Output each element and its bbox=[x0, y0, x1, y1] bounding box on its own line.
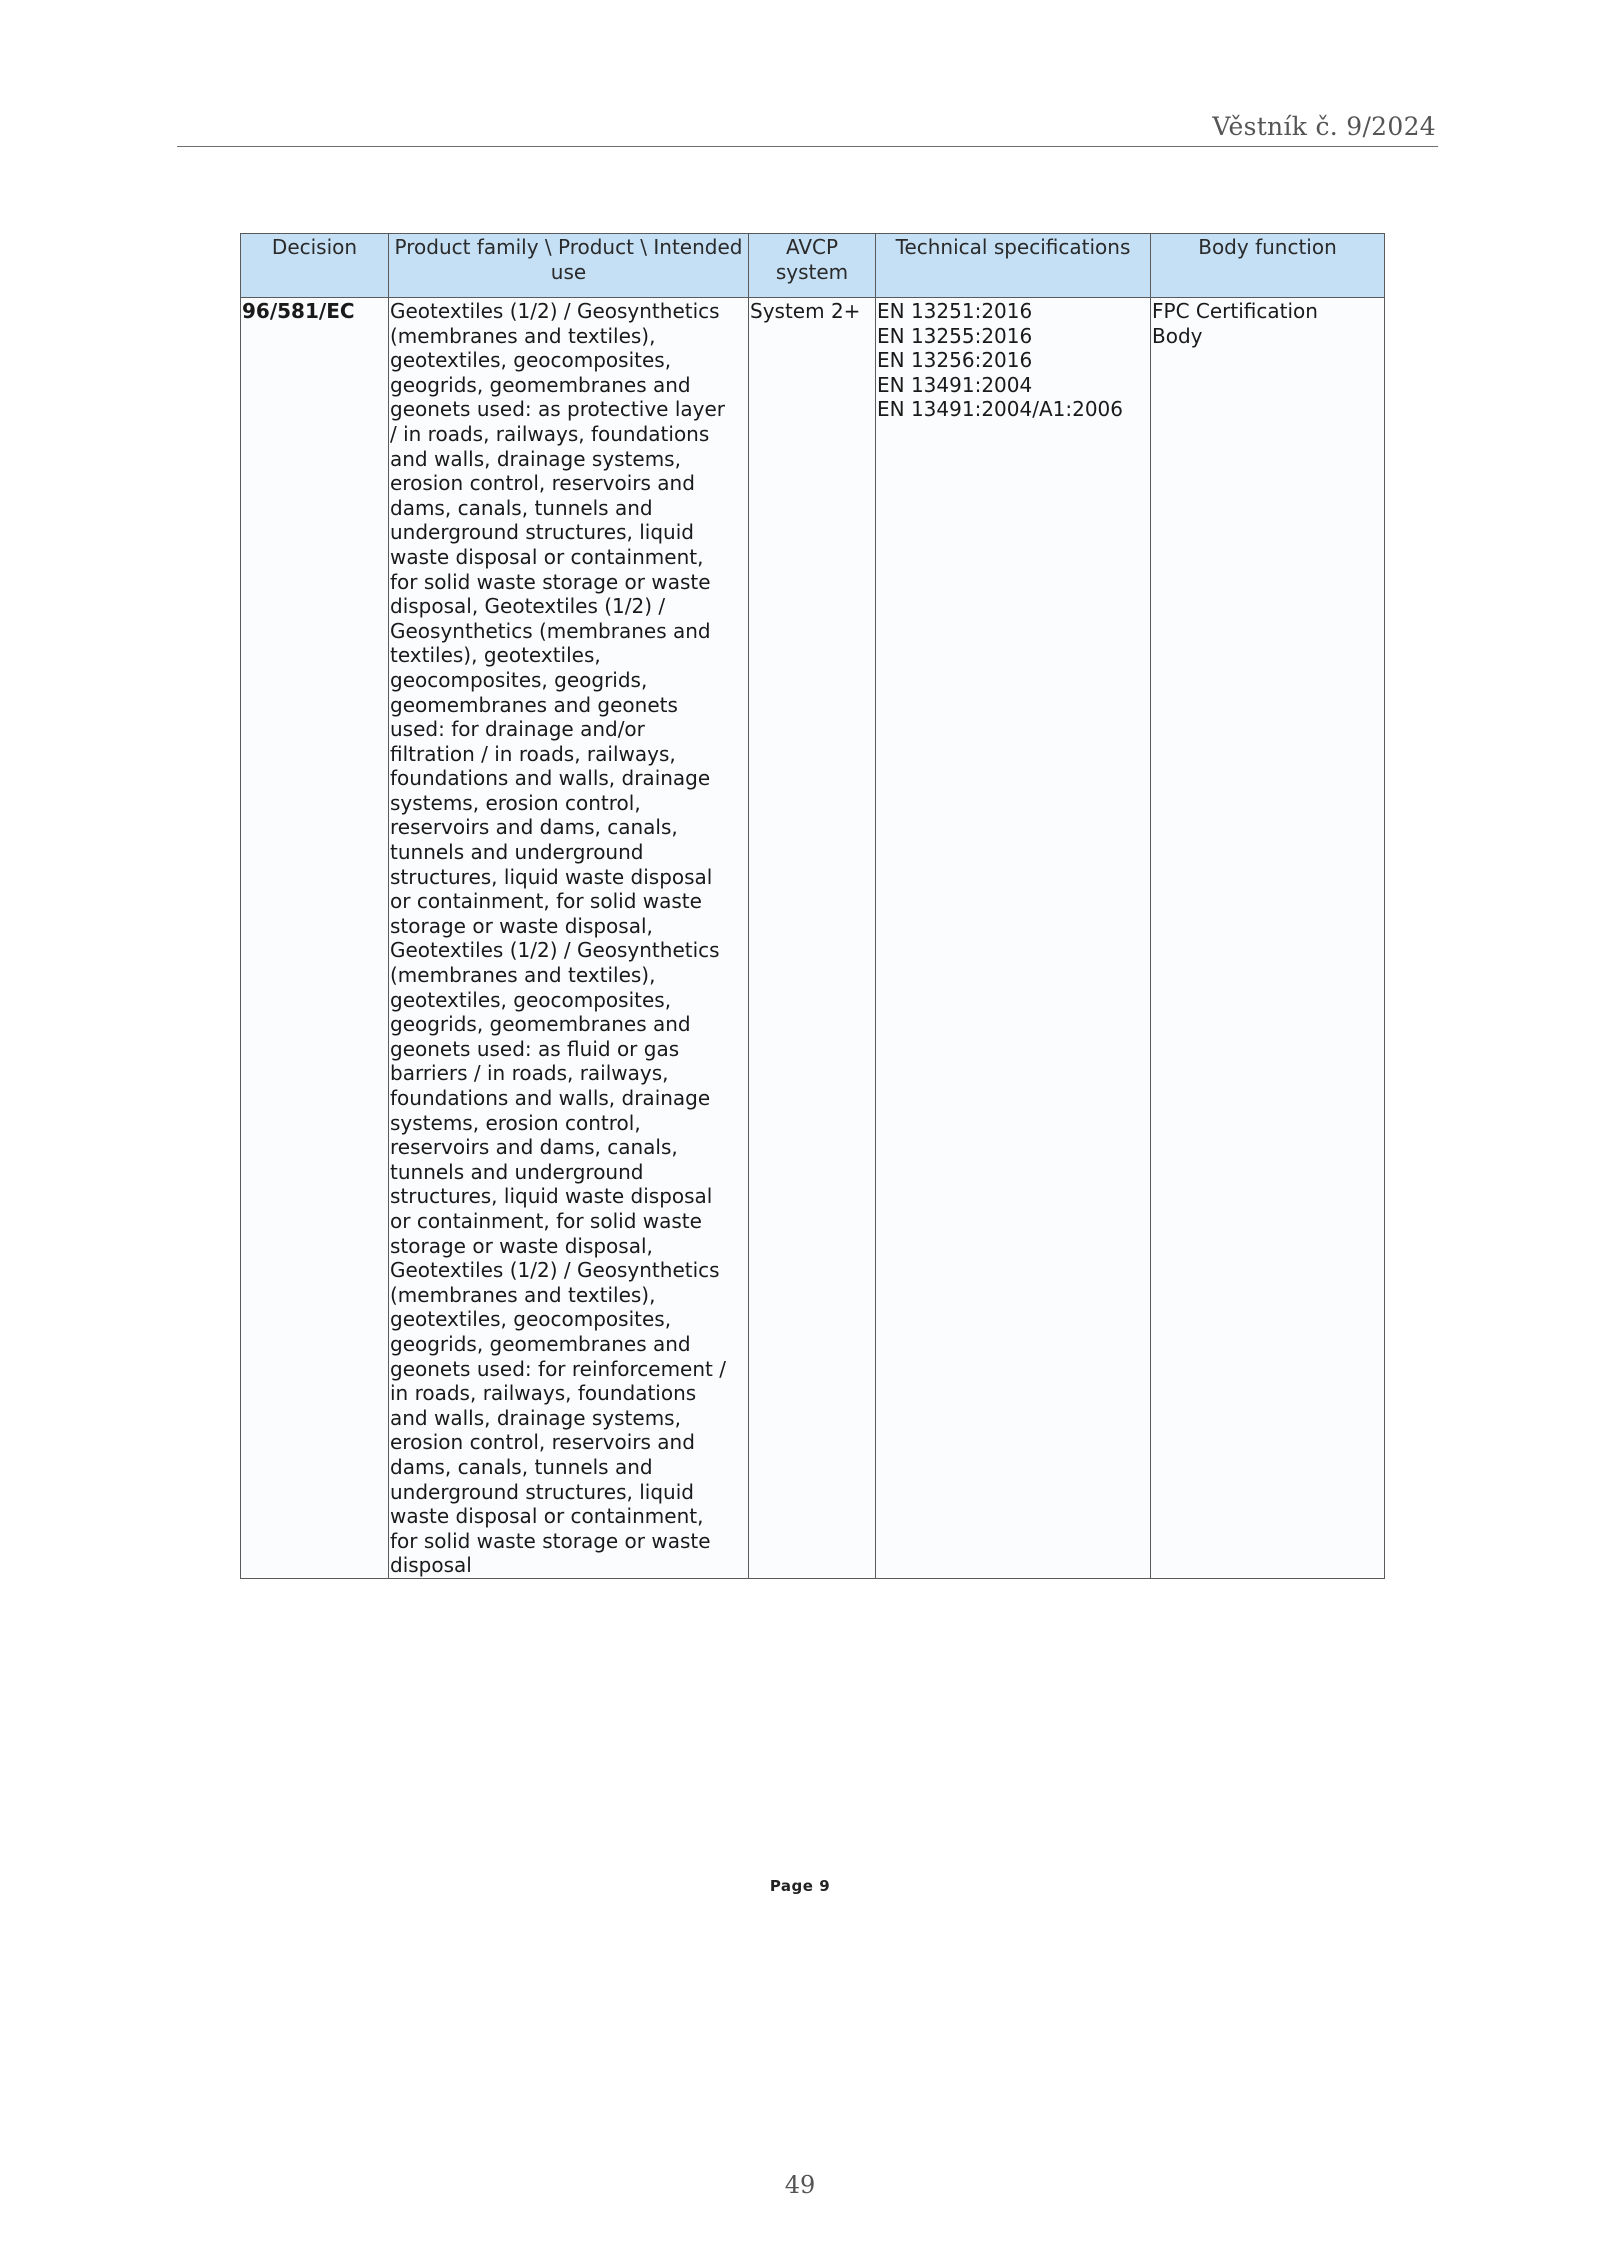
column-header-specifications: Technical specifications bbox=[876, 234, 1151, 298]
running-header-title: Věstník č. 9/2024 bbox=[1212, 112, 1436, 141]
table-header-row bbox=[241, 234, 1385, 298]
decision-cell: 96/581/EC bbox=[241, 298, 389, 1579]
header-divider bbox=[177, 146, 1438, 147]
specifications-cell: EN 13251:2016 EN 13255:2016 EN 13256:2016 EN 13491:2004 EN 13491:2004/A1:2006 bbox=[876, 298, 1151, 1579]
column-header-avcp: AVCP system bbox=[749, 234, 876, 298]
avcp-table bbox=[240, 233, 1385, 1579]
page-number: 49 bbox=[784, 2171, 816, 2199]
product-cell: Geotextiles (1/2) / Geosynthetics (membranes and textiles), geotextiles, geocomposites, geogrids, geomembranes and geonets used: as protective layer / in roads, railways, foundations and walls, drainage systems, erosion control, reservoirs and dams, canals, tunnels and underground structures, liquid waste disposal or containment, for solid waste storage or waste disposal, Geotextiles (1/2) / Geosynthetics (membranes and textiles), geotextiles, geocomposites, geogrids, geomembranes and geonets used: for drainage and/or filtration / in roads, railways, foundations and walls, drainage systems, erosion control, reservoirs and dams, canals, tunnels and underground structures, liquid waste disposal or containment, for solid waste storage or waste disposal, Geotextiles (1/2) / Geosynthetics (membranes and textiles), geotextiles, geocomposites, geogrids, geomembranes and geonets used: as fluid or gas barriers / in roads, railways, foundations and walls, drainage systems, erosion control, reservoirs and dams, canals, tunnels and underground structures, liquid waste disposal or containment, for solid waste storage or waste disposal, Geotextiles (1/2) / Geosynthetics (membranes and textiles), geotextiles, geocomposites, geogrids, geomembranes and geonets used: for reinforcement / in roads, railways, foundations and walls, drainage systems, erosion control, reservoirs and dams, canals, tunnels and underground structures, liquid waste disposal or containment, for solid waste storage or waste disposal bbox=[389, 298, 749, 1579]
table-row bbox=[241, 298, 1385, 1579]
avcp-cell: System 2+ bbox=[749, 298, 876, 1579]
column-header-product: Product family \ Product \ Intended use bbox=[389, 234, 749, 298]
column-header-decision: Decision bbox=[241, 234, 389, 298]
column-header-body-function: Body function bbox=[1151, 234, 1385, 298]
inner-page-label: Page 9 bbox=[769, 1877, 831, 1895]
body-function-cell: FPC Certification Body bbox=[1151, 298, 1385, 1579]
